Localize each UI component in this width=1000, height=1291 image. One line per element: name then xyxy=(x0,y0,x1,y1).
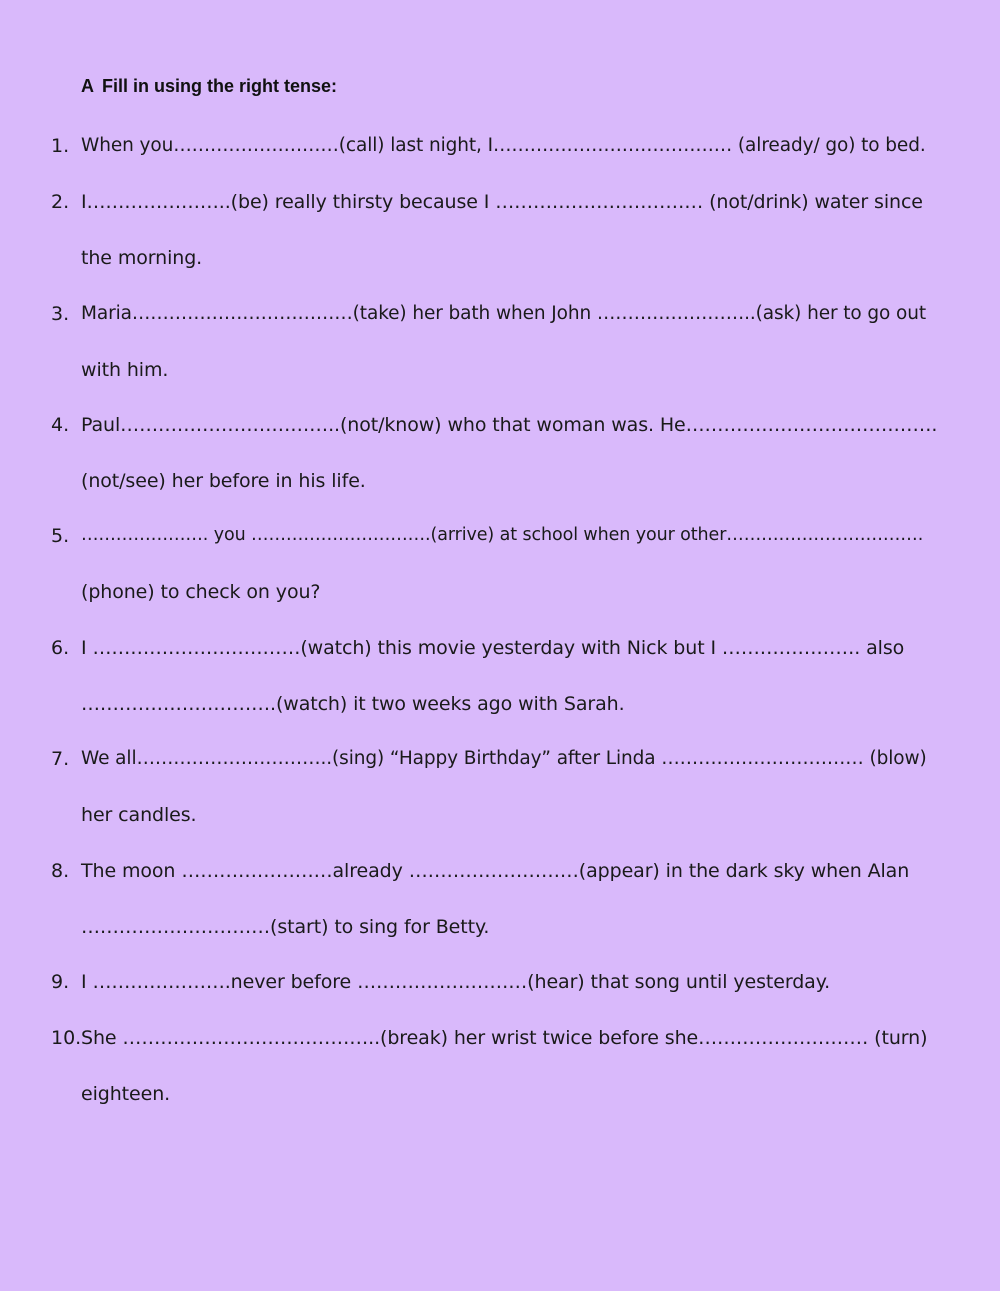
item-line-continued: the morning. xyxy=(81,247,203,269)
item-line: She …………………………………..(break) her wrist twice before she……………………… (turn) xyxy=(81,1027,928,1049)
item-line-continued: ………………………….(watch) it two weeks ago with Sarah. xyxy=(81,693,625,715)
item-line-continued: with him. xyxy=(81,359,169,381)
exercise-letter: A xyxy=(81,76,94,96)
item-line-continued: her candles. xyxy=(81,804,197,826)
item-number: 3. xyxy=(51,303,70,325)
item-line-continued: (phone) to check on you? xyxy=(81,581,321,603)
item-line: Paul……………………………..(not/know) who that woman was. He…………………………………. xyxy=(81,414,938,436)
item-line: The moon ……………………already ………………………(appear) in the dark sky when Alan xyxy=(81,860,910,882)
item-line: When you………………………(call) last night, I………………………………… (already/ go) to bed. xyxy=(81,135,926,156)
item-line-continued: (not/see) her before in his life. xyxy=(81,470,366,492)
item-number: 1. xyxy=(51,135,70,157)
item-number: 9. xyxy=(51,971,70,993)
item-line-continued: eighteen. xyxy=(81,1083,171,1105)
item-line: I ………………….never before ………………………(hear) that song until yesterday. xyxy=(81,971,831,993)
item-number: 4. xyxy=(51,414,70,436)
item-number: 10. xyxy=(51,1027,82,1049)
item-line: I…………………..(be) really thirsty because I …………………………… (not/drink) water since xyxy=(81,191,923,213)
item-line: I ……………………………(watch) this movie yesterday with Nick but I …………………. also xyxy=(81,637,905,659)
exercise-instruction: Fill in using the right tense: xyxy=(102,76,338,96)
item-number: 8. xyxy=(51,860,70,882)
item-number: 6. xyxy=(51,637,70,659)
item-number: 7. xyxy=(51,748,70,770)
item-line: Maria………………………………(take) her bath when John ……………………..(ask) her to go out xyxy=(81,303,927,324)
exercise-heading xyxy=(81,76,337,97)
item-line-continued: …………………………(start) to sing for Betty. xyxy=(81,916,490,938)
item-line: We all…………………………..(sing) “Happy Birthday” after Linda …………………………… (blow) xyxy=(81,748,927,769)
item-line: …………………. you ………………………….(arrive) at school when your other……………………………. xyxy=(81,525,924,545)
item-number: 5. xyxy=(51,525,70,547)
item-number: 2. xyxy=(51,191,70,213)
